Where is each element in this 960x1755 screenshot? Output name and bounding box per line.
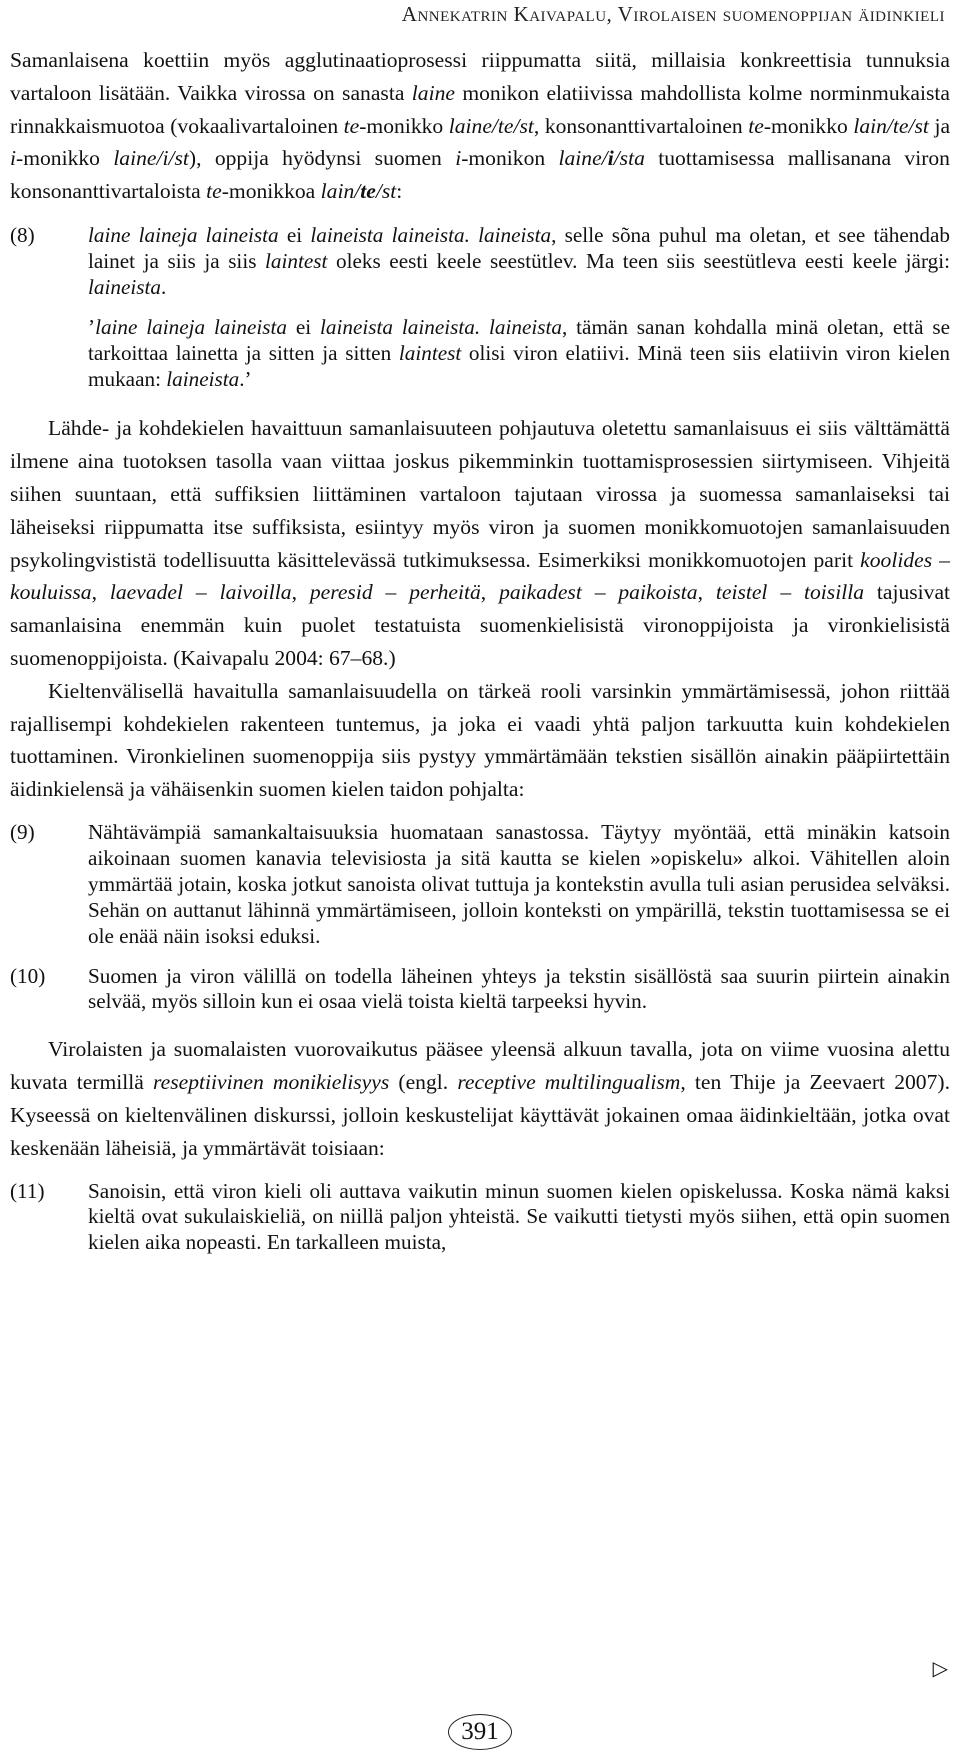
example-text: Sanoisin, että viron kieli oli auttava vaikutin minun suomen kielen opiskelussa. Koska nämä kaksi kieltä ovat sukulaiskieliä, on niillä paljon yhteistä. Se vaikutti tietysti myös siihen, että opin suomen kielen aika nopeasti. En tarkalleen muista, [88, 1178, 950, 1255]
example-8 [10, 223, 950, 392]
example-number: (10) [10, 963, 46, 988]
example-10 [10, 964, 950, 1016]
example-9 [10, 820, 950, 950]
example-text: Suomen ja viron välillä on todella läheinen yhteys ja tekstin sisällöstä saa suurin piirtein ainakin selvää, myös silloin kun ei osaa vielä toista kieltä tarpeeksi hyvin. [88, 963, 950, 1014]
paragraph-2: Lähde- ja kohdekielen havaittuun samanlaisuuteen pohjautuva oletettu samanlaisuus ei siis välttämättä ilmene aina tuotoksen tasolla vaan viittaa joskus pikemminkin tuottamisprosessien siirtymiseen. Vihjeitä siihen suuntaan, että suffiksien liittäminen vartaloon tajutaan virossa ja suomessa samanlaiseksi tai läheiseksi riippumatta itse suffiksista, esiintyy myös viron ja suomen monikkomuotojen samanlaisuuden psykolingvististä todellisuutta käsittelevässä tutkimuksessa. Esimerkiksi monikkomuotojen parit koolides – kouluissa, laevadel – laivoilla, peresid – perheitä, paikadest – paikoista, teistel – toisilla tajusivat samanlaisina enemmän kuin puolet testatuista suomenkielisistä vironoppijoista ja vironkielisistä suomenoppijoista. (Kaivapalu 2004: 67–68.) [10, 416, 951, 670]
example-11 [10, 1179, 950, 1257]
paragraph-4: Virolaisten ja suomalaisten vuorovaikutus pääsee yleensä alkuun tavalla, jota on viime vuosina alettu kuvata termillä reseptiivinen monikielisyys (engl. receptive multilingualism, ten Thije ja Zeevaert 2007). Kyseessä on kieltenvälinen diskurssi, jolloin keskustelijat käyttävät jokainen omaa äidinkieltään, jotka ovat keskenään läheisiä, ja ymmärtävät toisiaan: [10, 1037, 950, 1160]
example-text: Nähtävämpiä samankaltaisuuksia huomataan sanastossa. Täytyy myöntää, että minäkin katsoin aikoinaan suomen kanavia televisiosta ja sitä kautta se kielen »opiskelu» alkoi. Vähitellen aloin ymmärtää jotain, koska jotkut sanoista olivat tuttuja ja kontekstin avulla tuli asian perusidea selväksi. Sehän on auttanut lähinnä ymmärtämiseen, jolloin konteksti on ympärillä, tekstin tuottamisessa se ei ole enää näin isoksi eduksi. [88, 819, 950, 948]
paragraph-3: Kieltenvälisellä havaitulla samanlaisuudella on tärkeä rooli varsinkin ymmärtämisessä, johon riittää rajallisempi kohdekielen rakenteen tuntemus, ja joka ei vaadi yhtä paljon tarkuutta kuin kohdekielen tuottaminen. Vironkielinen suomenoppija siis pystyy ymmärtämään tekstien sisällön ainakin pääpiirtettäin äidinkielensä ja vähäisenkin suomen kielen taidon pohjalta: [10, 678, 950, 802]
page-body [10, 44, 950, 1256]
example-number: (8) [10, 222, 35, 247]
example-text: laine laineja laineista ei laineista laineista. laineista, selle sõna puhul ma oletan, et see tähendab lainet ja siis ja siis laintest oleks eesti keele seestütlev. Ma teen siis seestütleva eesti keele järgi: laineista. ’laine laineja laineista ei laineista laineista. laineista, tämän sanan kohdalla minä oletan, että se tarkoittaa lainetta ja sitten ja sitten laintest olisi viron elatiivi. Minä teen siis elatiivin viron kielen mukaan: laineista.’ [88, 222, 951, 391]
example-number: (9) [10, 819, 35, 844]
continue-arrow-icon: ▷ [932, 1658, 948, 1680]
page-number: 391 [448, 1714, 512, 1750]
running-header: Annekatrin Kaivapalu, Virolaisen suomenoppijan äidinkieli [401, 2, 945, 26]
paragraph-1: Samanlaisena koettiin myös agglutinaatioprosessi riippumatta siitä, millaisia konkreettisia tunnuksia vartaloon lisätään. Vaikka virossa on sanasta laine monikon elatiivissa mahdollista kolme norminmukaista rinnakkaismuotoa (vokaalivartaloinen te-monikko laine/te/st, konsonanttivartaloinen te-monikko lain/te/st ja i-monikko laine/i/st), oppija hyödynsi suomen i-monikon laine/i/sta tuottamisessa mallisanana viron konsonanttivartaloista te-monikkoa lain/te/st: [10, 48, 951, 204]
example-number: (11) [10, 1178, 45, 1203]
